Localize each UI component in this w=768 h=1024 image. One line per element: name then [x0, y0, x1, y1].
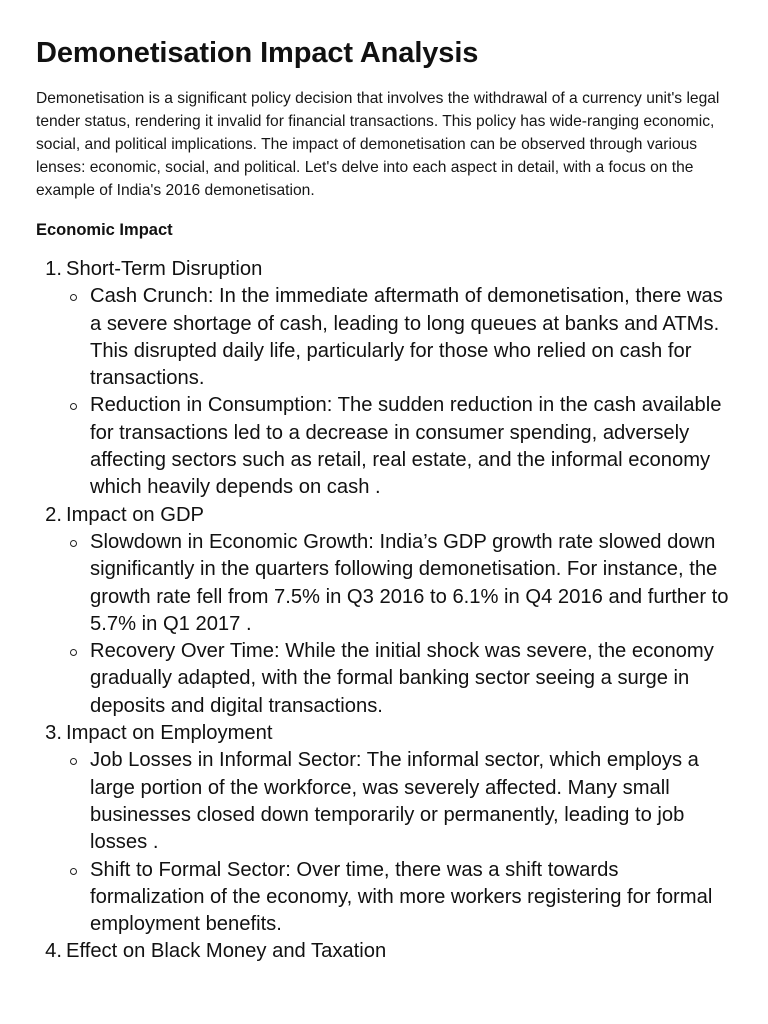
point-title: [45, 720, 732, 747]
subpoint-text: Slowdown in Economic Growth: India’s GDP growth rate slowed down significantly in the quarters following demonetisation. For instance, the growth rate fell from 7.5% in Q3 2016 to 6.1% in Q4 2016 and further to 5.7% in Q1 2017 .: [90, 530, 729, 635]
bullet-circle-icon: [70, 758, 77, 765]
subpoint-list: [66, 747, 732, 938]
point-title-text: Short-Term Disruption: [66, 258, 263, 280]
point-title: [45, 256, 732, 283]
subpoint-item: [90, 747, 732, 856]
subpoint-text: Cash Crunch: In the immediate aftermath of demonetisation, there was a severe shortage of cash, leading to long queues at banks and ATMs. This disrupted daily life, particularly for those who relied on cash for transactions.: [90, 285, 723, 390]
bullet-circle-icon: [70, 403, 77, 410]
point-number: 4.: [45, 940, 62, 963]
subpoint-list: [66, 529, 732, 720]
subpoint-item: [90, 857, 732, 939]
point-number: 1.: [45, 258, 62, 280]
bullet-circle-icon: [70, 649, 77, 656]
point-item: [36, 720, 732, 938]
subpoint-item: [90, 638, 732, 720]
point-number: 2.: [45, 503, 62, 526]
point-title-text: Impact on Employment: [66, 722, 273, 745]
point-title-text: Effect on Black Money and Taxation: [66, 940, 387, 963]
intro-paragraph: Demonetisation is a significant policy decision that involves the withdrawal of a currency unit's legal tender status, rendering it invalid for financial transactions. This policy has wide-ranging economic, social, and political implications. The impact of demonetisation can be observed through various lenses: economic, social, and political. Let's delve into each aspect in detail, with a focus on the example of India's 2016 demonetisation.: [36, 90, 720, 199]
bullet-circle-icon: [70, 540, 77, 547]
subpoint-text: Reduction in Consumption: The sudden reduction in the cash available for transactions led to a decrease in consumer spending, adversely affecting sectors such as retail, real estate, and the informal economy which heavily depends on cash .: [90, 394, 722, 499]
subpoint-item: [90, 392, 732, 501]
page-title: Demonetisation Impact Analysis: [36, 37, 479, 69]
point-title: [45, 938, 732, 965]
point-item: [36, 938, 732, 965]
point-number: 3.: [45, 722, 62, 745]
subpoint-text: Job Losses in Informal Sector: The informal sector, which employs a large portion of the workforce, was severely affected. Many small businesses closed down temporarily or permanently, leading to job losses .: [90, 749, 699, 854]
bullet-circle-icon: [70, 868, 77, 875]
impact-points-list: [36, 256, 732, 966]
point-item: [36, 502, 732, 720]
bullet-circle-icon: [70, 294, 77, 301]
point-title: [45, 502, 732, 529]
point-item: [36, 256, 732, 502]
subpoint-list: [66, 283, 732, 501]
subpoint-text: Recovery Over Time: While the initial shock was severe, the economy gradually adapted, with the formal banking sector seeing a surge in deposits and digital transactions.: [90, 640, 714, 717]
point-title-text: Impact on GDP: [66, 503, 205, 526]
subpoint-text: Shift to Formal Sector: Over time, there was a shift towards formalization of the economy, with more workers registering for formal employment benefits.: [90, 858, 713, 936]
section-heading: Economic Impact: [36, 221, 173, 239]
subpoint-item: [90, 529, 732, 638]
subpoint-item: [90, 283, 732, 392]
